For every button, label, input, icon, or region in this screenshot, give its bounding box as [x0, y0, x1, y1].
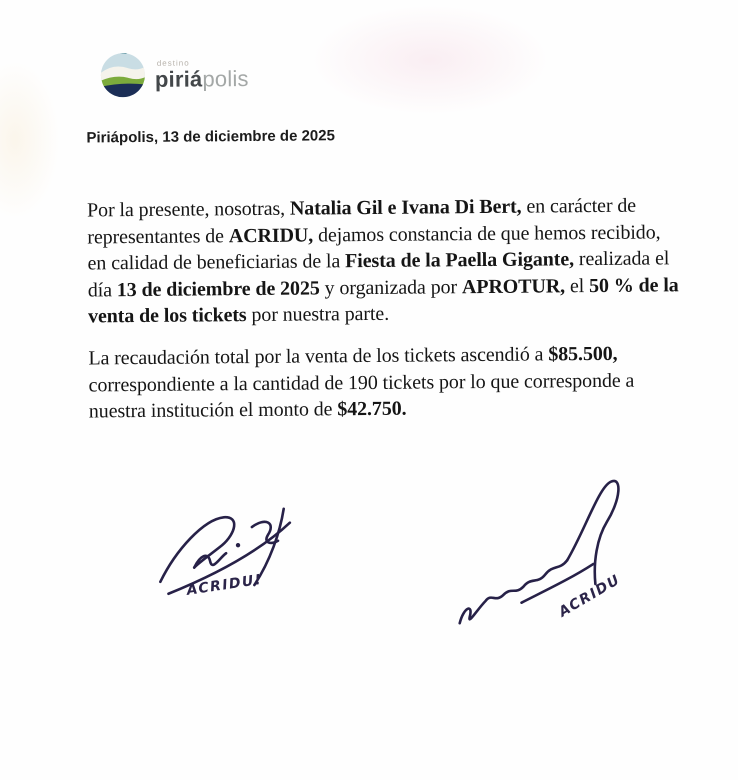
piriapolis-logo [100, 51, 249, 98]
signature-left-scrawl-icon [140, 488, 341, 625]
logo-brand [155, 66, 249, 92]
piriapolis-logo-icon [100, 52, 146, 98]
logo-brand-bold: piriá [154, 65, 203, 92]
paragraph-amounts: La recaudación total por la venta de los tickets ascendió a $85.500, correspondiente a la cantidad de 190 tickets por lo que corresponde a nuestra institución el monto de $42.750. [88, 342, 635, 423]
signature-right-caption: ACRIDU [556, 571, 624, 621]
logo-tagline: destino [156, 58, 190, 68]
signature-right [446, 459, 678, 636]
logo-brand-light: polis [202, 65, 249, 91]
logo-wordmark [155, 59, 249, 91]
signature-left [140, 488, 341, 625]
paragraph-receipt: Por la presente, nosotras, Natalia Gil e Ivana Di Bert, en carácter de representantes de ACRIDU, dejamos constancia de que hemos recibido, en calidad de beneficiarias de la Fiesta de la Paella Gigante, realizada el día 13 de diciembre de 2025 y organizada por APROTUR, el 50 % de la venta de los tickets por nuestra parte. [87, 194, 679, 328]
dateline: Piriápolis, 13 de diciembre de 2025 [86, 127, 335, 147]
signature-left-caption: ACRIDU! [185, 571, 264, 599]
